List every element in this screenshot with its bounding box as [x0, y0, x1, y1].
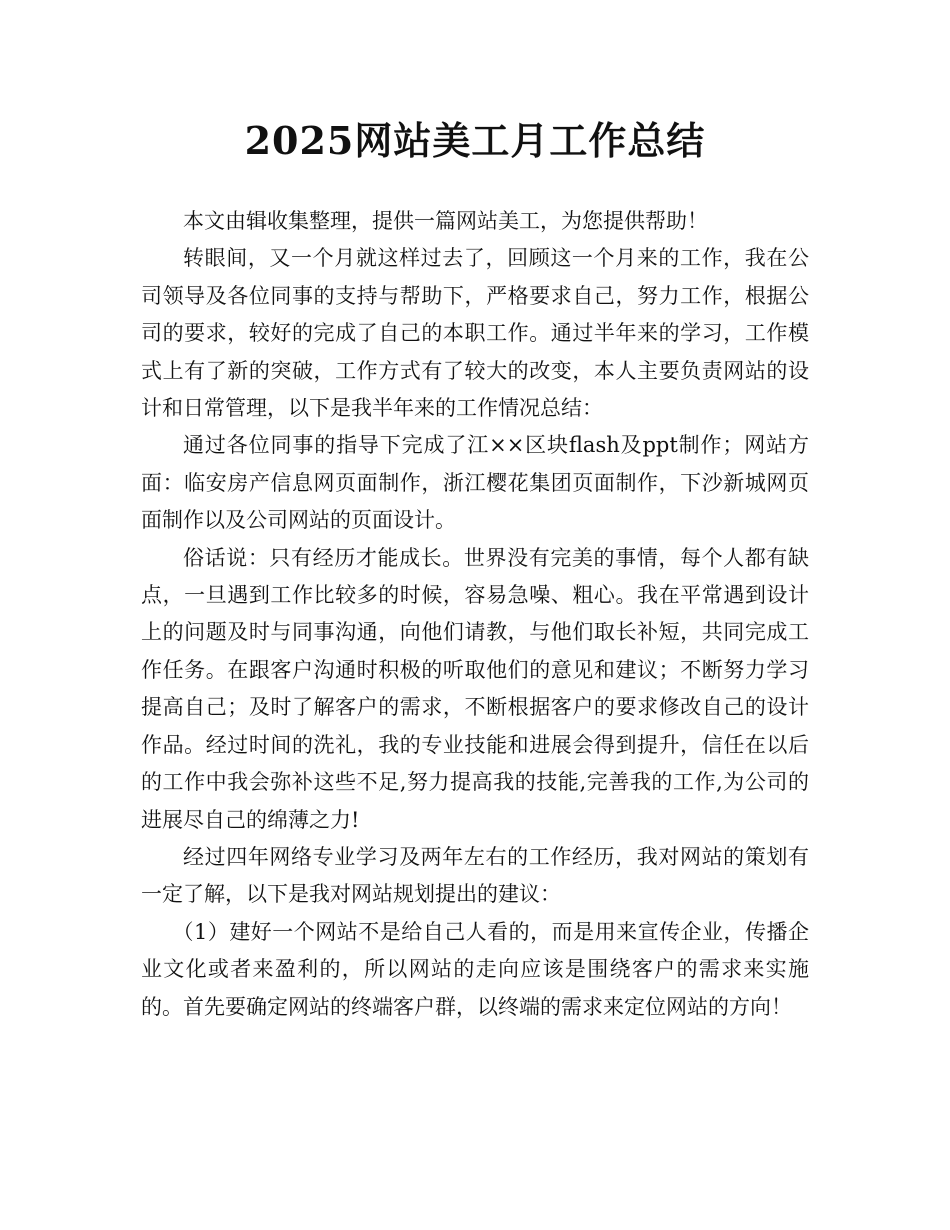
projects-paragraph: 通过各位同事的指导下完成了江××区块flash及ppt制作；网站方面：临安房产信息网页面制作，浙江樱花集团页面制作，下沙新城网页面制作以及公司网站的页面设计。: [141, 433, 809, 533]
suggestions-intro-paragraph: 经过四年网络专业学习及两年左右的工作经历，我对网站的策划有一定了解，以下是我对网站规划提出的建议：: [141, 844, 809, 907]
summary-paragraph: 转眼间，又一个月就这样过去了，回顾这一个月来的工作，我在公司领导及各位同事的支持与帮助下，严格要求自己，努力工作，根据公司的要求，较好的完成了自己的本职工作。通过半年来的学习，工作模式上有了新的突破，工作方式有了较大的改变，本人主要负责网站的设计和日常管理，以下是我半年来的工作情况总结：: [141, 246, 809, 421]
document-title: 2025网站美工月工作总结: [244, 118, 706, 163]
suggestion-item-1: （1）建好一个网站不是给自己人看的，而是用来宣传企业，传播企业文化或者来盈利的，所以网站的走向应该是围绕客户的需求来实施的。首先要确定网站的终端客户群，以终端的需求来定位网站的方向！: [141, 919, 809, 1019]
reflection-paragraph: 俗话说：只有经历才能成长。世界没有完美的事情，每个人都有缺点，一旦遇到工作比较多的时候，容易急噪、粗心。我在平常遇到设计上的问题及时与同事沟通，向他们请教，与他们取长补短，共同完成工作任务。在跟客户沟通时积极的听取他们的意见和建议；不断努力学习提高自己；及时了解客户的需求，不断根据客户的要求修改自己的设计作品。经过时间的洗礼，我的专业技能和进展会得到提升，信任在以后的工作中我会弥补这些不足,努力提高我的技能,完善我的工作,为公司的进展尽自己的绵薄之力!: [141, 545, 809, 832]
document-body: [141, 203, 809, 1026]
intro-paragraph: 本文由辑收集整理，提供一篇网站美工，为您提供帮助！: [183, 209, 708, 233]
